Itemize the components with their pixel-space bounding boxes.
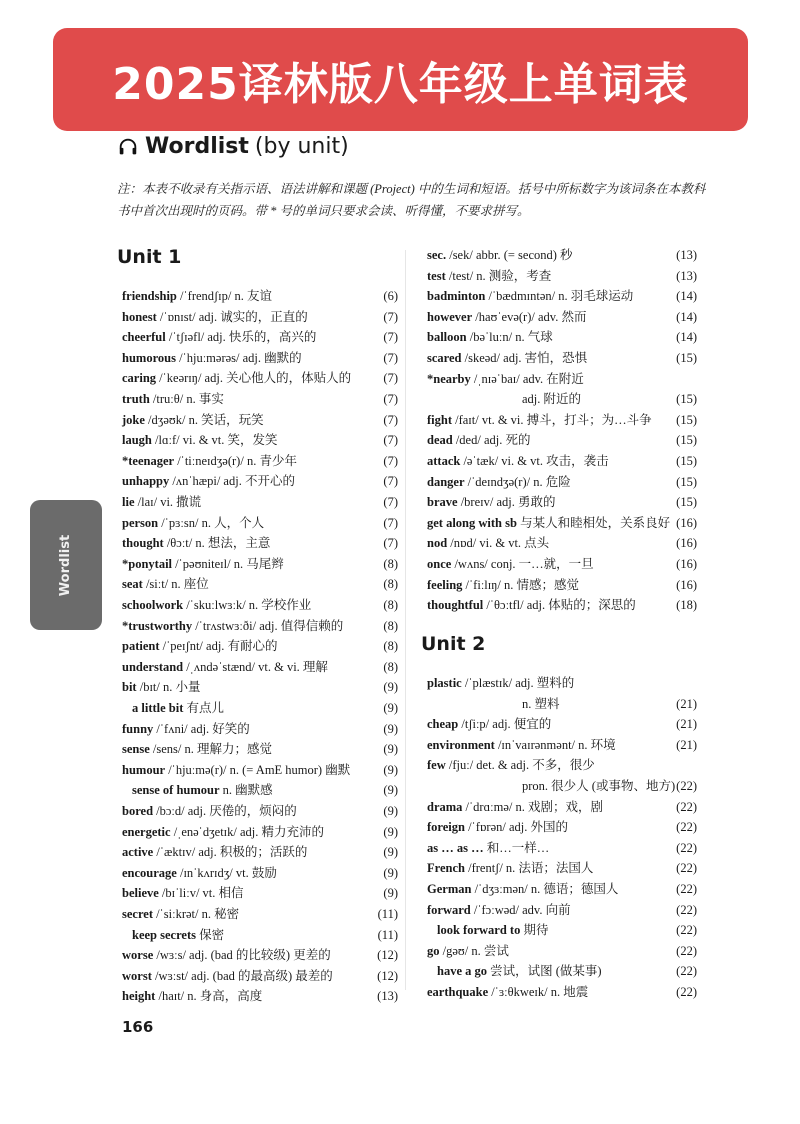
wordlist-entry — [122, 554, 398, 574]
entry-definition: /tʃiːp/ adj. 便宜的 — [458, 717, 552, 732]
entry-definition: /ˈdʒɜːmən/ n. 德语；德国人 — [471, 882, 619, 896]
entry-definition: /wɜːs/ adj. (bad 的比较级) 更差的 — [153, 948, 331, 963]
heading-subtitle: (by unit) — [254, 134, 349, 159]
column-divider — [405, 250, 406, 990]
entry-word: plastic — [427, 676, 462, 690]
entry-page-ref: (15) — [676, 454, 697, 468]
entry-word: caring — [122, 371, 157, 386]
wordlist-entry — [427, 327, 697, 347]
wordlist-entry — [122, 883, 398, 903]
entry-word: sense of humour — [132, 783, 220, 798]
intro-note: 注：本表不收录有关指示语、语法讲解和课题 (Project) 中的生词和短语。括号中所标数字为该词条在本教科书中首次出现时的页码。带 * 号的单词只要求会读、听得懂，不要求拼写。 — [117, 182, 706, 218]
wordlist-entry — [427, 451, 697, 471]
entry-word: unhappy — [122, 474, 170, 489]
entry-page-ref: (14) — [676, 309, 697, 324]
entry-page-ref: (14) — [676, 330, 697, 345]
entry-word: dead — [427, 433, 453, 448]
entry-definition: /gəʊ/ n. 尝试 — [439, 943, 509, 958]
entry-definition: /fjuː/ det. & adj. 不多，很少 — [445, 758, 595, 773]
entry-page-ref: (9) — [383, 721, 398, 736]
wordlist-entry — [427, 838, 697, 858]
entry-definition: /bɪt/ n. 小量 — [136, 680, 201, 695]
wordlist-entry — [122, 739, 398, 759]
entry-page-ref: (9) — [383, 680, 398, 695]
entry-word: worst — [122, 968, 152, 983]
wordlist-entry — [122, 307, 398, 327]
entry-word: humour — [122, 762, 166, 777]
wordlist-entry — [122, 492, 398, 512]
wordlist-entry — [427, 533, 697, 553]
entry-word: active — [122, 845, 154, 860]
entry-page-ref: (22) — [676, 840, 697, 855]
entry-word: patient — [122, 639, 160, 654]
entry-definition: /laɪ/ vi. 撒谎 — [134, 495, 202, 509]
entry-word: feeling — [427, 577, 463, 592]
entry-word: danger — [427, 474, 465, 489]
entry-definition: /ˈfɒrən/ adj. 外国的 — [464, 820, 569, 835]
entry-word: lie — [122, 495, 135, 509]
wordlist-entry — [427, 817, 697, 837]
entry-word: thoughtful — [427, 598, 484, 613]
entry-definition: /ˈpeɪʃnt/ adj. 有耐心的 — [159, 639, 278, 654]
entry-page-ref: (8) — [383, 659, 398, 674]
entry-page-ref: (8) — [383, 618, 398, 633]
entry-page-ref: (16) — [676, 577, 697, 592]
wordlist-entry — [427, 755, 595, 775]
entry-page-ref: (18) — [676, 598, 697, 613]
entry-page-ref: (9) — [383, 742, 398, 757]
wordlist-heading — [117, 134, 349, 159]
entry-definition: /ˈtiːneɪdʒə(r)/ n. 青少年 — [174, 453, 297, 468]
entry-definition: /truːθ/ n. 事实 — [149, 392, 224, 406]
entry-page-ref: (15) — [676, 392, 697, 407]
entry-word: seat — [122, 577, 143, 592]
entry-word: environment — [427, 737, 495, 752]
entry-word: however — [427, 309, 473, 324]
entry-page-ref: (9) — [383, 701, 398, 715]
entry-definition: /ˈfrendʃɪp/ n. 友谊 — [176, 289, 273, 303]
wordlist-entry — [122, 698, 398, 718]
entry-word: honest — [122, 309, 157, 324]
wordlist-entry — [427, 961, 697, 981]
wordlist-side-tab — [30, 500, 102, 630]
heading-word: Wordlist — [145, 134, 249, 159]
entry-page-ref: (15) — [676, 412, 697, 427]
entry-page-ref: (7) — [383, 515, 398, 530]
entry-page-ref: (22) — [676, 902, 697, 917]
wordlist-entry — [122, 904, 398, 924]
wordlist-entry — [427, 797, 697, 817]
entry-word: sense — [122, 742, 150, 757]
wordlist-entry — [122, 636, 398, 656]
entry-definition: /ˈfiːlɪŋ/ n. 情感；感觉 — [462, 577, 580, 592]
entry-definition: /ˈhjuːmərəs/ adj. 幽默的 — [175, 350, 302, 365]
entry-definition: /ˈɒnɪst/ adj. 诚实的，正直的 — [156, 309, 308, 324]
entry-page-ref: (21) — [676, 737, 697, 752]
wordlist-entry — [122, 410, 398, 430]
entry-word: as … as … — [427, 840, 484, 855]
entry-word: brave — [427, 495, 458, 510]
entry-page-ref: (12) — [377, 948, 398, 963]
wordlist-entry — [122, 616, 398, 636]
entry-definition: 和…一样… — [483, 840, 550, 855]
entry-page-ref: (7) — [383, 309, 398, 324]
wordlist-entry — [427, 879, 697, 899]
entry-page-ref: (7) — [383, 412, 398, 427]
wordlist-entry — [122, 925, 398, 945]
entry-definition: /ˈæktɪv/ adj. 积极的；活跃的 — [153, 845, 308, 860]
wordlist-entry — [427, 694, 697, 714]
entry-word: bit — [122, 680, 137, 695]
entry-definition: /bɪˈliːv/ vt. 相信 — [158, 886, 244, 901]
entry-word: funny — [122, 721, 154, 736]
entry-page-ref: (22) — [676, 985, 697, 999]
entry-word: badminton — [427, 289, 486, 304]
wordlist-entry — [122, 780, 398, 800]
entry-page-ref: (13) — [676, 268, 697, 283]
entry-definition: 有点儿 — [183, 701, 225, 715]
entry-page-ref: (16) — [676, 536, 697, 551]
wordlist-entry — [427, 554, 697, 574]
entry-word: secret — [122, 907, 153, 921]
wordlist-entry — [122, 657, 398, 677]
entry-definition: /ˈpəʊniteɪl/ n. 马尾辫 — [172, 556, 284, 571]
wordlist-entry — [427, 348, 697, 368]
wordlist-entry — [427, 472, 697, 492]
entry-word: encourage — [122, 865, 177, 880]
entry-definition: /ˌnɪəˈbaɪ/ adv. 在附近 — [470, 371, 584, 386]
entry-page-ref: (16) — [676, 515, 697, 530]
entry-page-ref: (8) — [383, 639, 398, 654]
wordlist-entry — [122, 533, 398, 553]
entry-page-ref: (9) — [383, 804, 398, 818]
entry-definition: /ˈkeərɪŋ/ adj. 关心他人的，体贴人的 — [156, 371, 352, 386]
page-number: 166 — [122, 1018, 154, 1036]
entry-definition: /faɪt/ vt. & vi. 搏斗，打斗；为…斗争 — [452, 412, 652, 427]
entry-word: believe — [122, 886, 159, 901]
entry-page-ref: (15) — [676, 495, 697, 510]
side-tab-label: Wordlist — [58, 534, 74, 596]
entry-definition: adj. 附近的 — [522, 392, 582, 407]
entry-word: *teenager — [122, 453, 175, 468]
entry-definition: /haʊˈevə(r)/ adv. 然而 — [472, 309, 587, 324]
wordlist-entry — [427, 982, 697, 1002]
banner-title: 2025译林版八年级上单词表 — [112, 58, 689, 110]
entry-definition: /ˈpɜːsn/ n. 人，个人 — [158, 515, 265, 530]
entry-page-ref: (22) — [676, 943, 697, 958]
entry-definition: /ˈfɔːwəd/ adv. 向前 — [470, 902, 571, 917]
entry-page-ref: (11) — [377, 907, 398, 921]
entry-page-ref: (9) — [383, 783, 398, 798]
entry-word: *trustworthy — [122, 618, 193, 633]
entry-definition: /ˈfʌni/ adj. 好笑的 — [153, 721, 250, 736]
entry-page-ref: (13) — [676, 248, 697, 262]
entry-page-ref: (7) — [383, 392, 398, 406]
wordlist-entry — [122, 677, 398, 697]
entry-word: test — [427, 268, 446, 283]
entry-definition: /ʌnˈhæpi/ adj. 不开心的 — [169, 474, 295, 489]
entry-page-ref: (6) — [383, 289, 398, 303]
entry-word: a little bit — [132, 701, 184, 715]
entry-definition: /ˈɜːθkweɪk/ n. 地震 — [488, 985, 589, 999]
wordlist-entry — [427, 900, 697, 920]
wordlist-entry — [427, 369, 584, 389]
entry-definition: /ˈtrʌstwɜːði/ adj. 值得信赖的 — [192, 618, 344, 633]
unit1-title: Unit 1 — [117, 246, 182, 268]
entry-page-ref: (7) — [383, 433, 398, 448]
entry-page-ref: (15) — [676, 474, 697, 489]
entry-word: keep secrets — [132, 927, 196, 942]
wordlist-entry — [427, 307, 697, 327]
entry-page-ref: (22) — [676, 964, 697, 979]
wordlist-entry — [427, 858, 697, 878]
entry-page-ref: (14) — [676, 289, 697, 304]
wordlist-entry — [427, 266, 697, 286]
wordlist-entry — [122, 471, 398, 491]
entry-definition: /haɪt/ n. 身高，高度 — [155, 989, 263, 1004]
entry-page-ref: (7) — [383, 350, 398, 365]
entry-word: friendship — [122, 289, 177, 303]
entry-word: cheap — [427, 717, 459, 732]
entry-page-ref: (21) — [676, 696, 697, 711]
entry-page-ref: (22) — [676, 923, 697, 938]
entry-word: joke — [122, 412, 145, 427]
wordlist-entry — [122, 430, 398, 450]
entry-word: understand — [122, 659, 184, 674]
wordlist-entry — [122, 822, 398, 842]
wordlist-entry — [122, 595, 398, 615]
wordlist-entry — [427, 595, 697, 615]
wordlist-entry — [122, 286, 398, 306]
wordlist-entry — [122, 368, 398, 388]
entry-definition: /ˈskuːlwɜːk/ n. 学校作业 — [183, 598, 312, 612]
entry-page-ref: (7) — [383, 371, 398, 386]
entry-definition: /bɔːd/ adj. 厌倦的，烦闷的 — [153, 804, 297, 818]
entry-word: thought — [122, 536, 164, 551]
wordlist-entry — [427, 920, 697, 940]
entry-word: laugh — [122, 433, 152, 448]
wordlist-entry — [427, 735, 697, 755]
entry-word: worse — [122, 948, 154, 963]
entry-definition: 期待 — [520, 923, 549, 938]
wordlist-entry — [122, 863, 398, 883]
entry-page-ref: (8) — [383, 577, 398, 592]
wordlist-entry — [122, 801, 398, 821]
entry-word: energetic — [122, 824, 171, 839]
entry-page-ref: (9) — [383, 865, 398, 880]
entry-page-ref: (9) — [383, 845, 398, 860]
entry-word: once — [427, 557, 452, 571]
entry-definition: /ˈdrɑːmə/ n. 戏剧；戏，剧 — [462, 799, 603, 814]
entry-definition: /ˈsiːkrət/ n. 秘密 — [153, 907, 240, 921]
title-banner — [53, 28, 748, 131]
wordlist-entry — [122, 348, 398, 368]
wordlist-entry — [122, 945, 398, 965]
entry-page-ref: (16) — [676, 557, 697, 571]
entry-definition: /wʌns/ conj. 一…就，一旦 — [451, 557, 594, 571]
wordlist-entry — [427, 941, 697, 961]
entry-word: fight — [427, 412, 452, 427]
entry-page-ref: (22) — [676, 861, 697, 876]
wordlist-entry — [427, 245, 697, 265]
entry-word: *ponytail — [122, 556, 173, 571]
entry-definition: /ˈθɔːtfl/ adj. 体贴的；深思的 — [483, 598, 636, 613]
wordlist-entry — [427, 714, 697, 734]
wordlist-entry — [122, 574, 398, 594]
wordlist-entry — [122, 842, 398, 862]
entry-definition: /ˈplæstɪk/ adj. 塑料的 — [461, 676, 575, 690]
entry-definition: /ɪnˈvaɪrənmənt/ n. 环境 — [494, 737, 616, 752]
entry-definition: /ˈhjuːmə(r)/ n. (= AmE humor) 幽默 — [165, 762, 351, 777]
entry-page-ref: (22) — [676, 779, 697, 793]
entry-definition: /ded/ adj. 死的 — [452, 433, 531, 448]
entry-definition: /nɒd/ vi. & vt. 点头 — [447, 536, 550, 551]
entry-page-ref: (15) — [676, 433, 697, 448]
entry-word: German — [427, 882, 472, 896]
entry-definition: 尝试，试图 (做某事) — [487, 964, 602, 979]
entry-definition: /ˌʌndəˈstænd/ vt. & vi. 理解 — [183, 659, 328, 674]
entry-definition: 保密 — [195, 927, 225, 942]
entry-word: truth — [122, 392, 150, 406]
entry-page-ref: (13) — [377, 989, 398, 1004]
entry-page-ref: (9) — [383, 886, 398, 901]
entry-definition: /sens/ n. 理解力；感觉 — [149, 742, 273, 757]
entry-definition: /test/ n. 测验，考查 — [445, 268, 552, 283]
entry-word: drama — [427, 799, 463, 814]
entry-word: attack — [427, 454, 461, 468]
entry-word: go — [427, 943, 440, 958]
wordlist-entry — [122, 719, 398, 739]
entry-page-ref: (8) — [383, 598, 398, 612]
entry-word: sec. — [427, 248, 447, 262]
wordlist-entry — [427, 389, 697, 409]
headphones-icon — [117, 136, 139, 158]
entry-page-ref: (22) — [676, 820, 697, 835]
wordlist-entry — [122, 966, 398, 986]
wordlist-entry — [427, 286, 697, 306]
entry-definition: /ɪnˈkʌrɪdʒ/ vt. 鼓励 — [176, 865, 277, 880]
entry-definition: n. 塑料 — [522, 696, 560, 711]
entry-page-ref: (9) — [383, 824, 398, 839]
wordlist-entry — [427, 673, 574, 693]
wordlist-entry — [122, 513, 398, 533]
entry-definition: /wɜːst/ adj. (bad 的最高级) 最差的 — [151, 968, 333, 983]
entry-definition: 与某人和睦相处，关系良好 — [516, 515, 671, 530]
wordlist-entry — [427, 430, 697, 450]
entry-definition: /bəˈluːn/ n. 气球 — [466, 330, 553, 345]
entry-definition: /lɑːf/ vi. & vt. 笑，发笑 — [151, 433, 278, 448]
entry-page-ref: (7) — [383, 330, 398, 345]
wordlist-entry — [122, 389, 398, 409]
entry-page-ref: (7) — [383, 453, 398, 468]
entry-word: forward — [427, 902, 471, 917]
entry-page-ref: (8) — [383, 556, 398, 571]
entry-word: bored — [122, 804, 154, 818]
entry-word: scared — [427, 351, 462, 365]
entry-word: earthquake — [427, 985, 489, 999]
entry-word: height — [122, 989, 156, 1004]
unit2-title: Unit 2 — [421, 633, 486, 655]
entry-page-ref: (11) — [377, 927, 398, 942]
entry-word: foreign — [427, 820, 465, 835]
wordlist-entry — [427, 492, 697, 512]
wordlist-entry — [427, 776, 697, 796]
entry-page-ref: (15) — [676, 351, 697, 365]
entry-definition: /dʒəʊk/ n. 笑话，玩笑 — [144, 412, 264, 427]
wordlist-entry — [427, 575, 697, 595]
entry-page-ref: (9) — [383, 762, 398, 777]
wordlist-entry — [122, 760, 398, 780]
entry-page-ref: (7) — [383, 495, 398, 509]
entry-word: few — [427, 758, 446, 773]
entry-word: humorous — [122, 350, 176, 365]
wordlist-entry — [427, 410, 697, 430]
entry-page-ref: (12) — [377, 968, 398, 983]
entry-word: cheerful — [122, 330, 166, 345]
entry-word: nod — [427, 536, 448, 551]
wordlist-entry — [122, 451, 398, 471]
entry-definition: /frentʃ/ n. 法语；法国人 — [464, 861, 594, 876]
entry-word: person — [122, 515, 159, 530]
entry-page-ref: (22) — [676, 799, 697, 814]
wordlist-entry — [122, 327, 398, 347]
entry-definition: /θɔːt/ n. 想法，主意 — [163, 536, 271, 551]
entry-word: balloon — [427, 330, 467, 345]
entry-word: French — [427, 861, 465, 876]
entry-definition: /ˈdeɪndʒə(r)/ n. 危险 — [464, 474, 571, 489]
entry-page-ref: (7) — [383, 536, 398, 551]
entry-word: *nearby — [427, 371, 471, 386]
wordlist-entry — [122, 986, 398, 1006]
entry-definition: /sek/ abbr. (= second) 秒 — [446, 248, 573, 262]
entry-page-ref: (21) — [676, 717, 697, 732]
entry-definition: /siːt/ n. 座位 — [142, 577, 209, 592]
entry-word: have a go — [437, 964, 487, 979]
entry-page-ref: (22) — [676, 882, 697, 896]
entry-definition: /breɪv/ adj. 勇敢的 — [457, 495, 556, 510]
entry-page-ref: (7) — [383, 474, 398, 489]
entry-definition: /ˈtʃɪəfl/ adj. 快乐的，高兴的 — [165, 330, 317, 345]
entry-word: look forward to — [437, 923, 521, 938]
entry-definition: /ˈbædmɪntən/ n. 羽毛球运动 — [485, 289, 634, 304]
entry-definition: /ˌenəˈdʒetɪk/ adj. 精力充沛的 — [170, 824, 325, 839]
entry-definition: pron. 很少人 (或事物、地方) — [522, 779, 676, 793]
entry-definition: n. 幽默感 — [219, 783, 273, 798]
entry-word: schoolwork — [122, 598, 184, 612]
entry-definition: /əˈtæk/ vi. & vt. 攻击，袭击 — [460, 454, 609, 468]
entry-word: get along with sb — [427, 515, 517, 530]
wordlist-entry — [427, 513, 697, 533]
entry-definition: /skeəd/ adj. 害怕，恐惧 — [461, 351, 588, 365]
